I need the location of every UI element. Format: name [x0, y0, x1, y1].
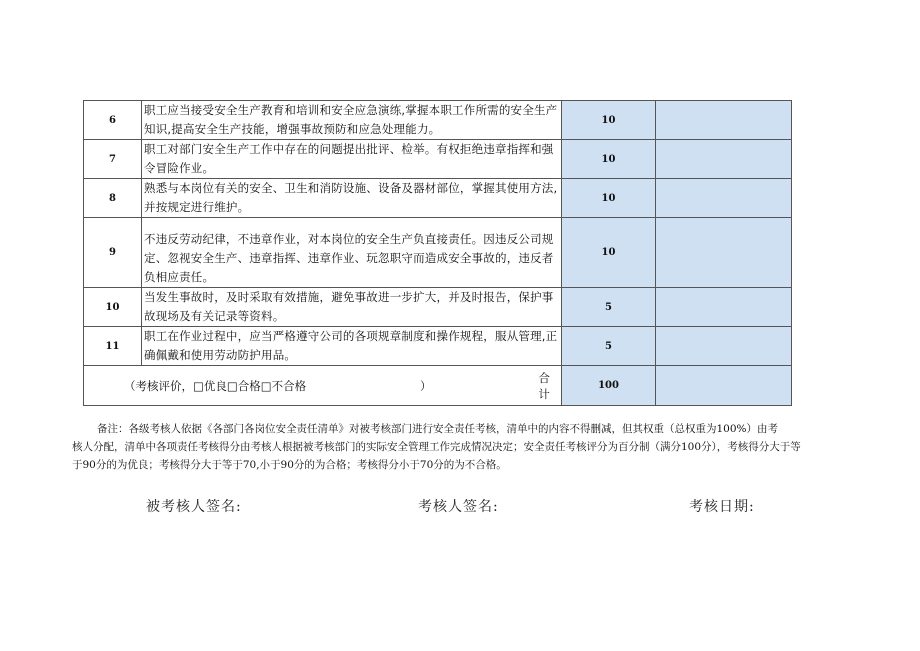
actual-score-cell[interactable]	[656, 218, 792, 288]
row-number: 9	[84, 218, 142, 288]
table-row	[84, 218, 792, 288]
row-number: 6	[84, 101, 142, 140]
actual-score-cell[interactable]	[656, 179, 792, 218]
evaluation-options[interactable]: （考核评价，□优良□合格□不合格	[124, 378, 307, 393]
actual-score-cell[interactable]	[656, 140, 792, 179]
responsibility-text: 熟悉与本岗位有关的安全、卫生和消防设施、设备及器材部位，掌握其使用方法,并按规定进行维护。	[142, 179, 562, 218]
remarks-line: 备注：各级考核人依据《各部门各岗位安全责任清单》对被考核部门进行安全责任考核，清单中的内容不得删减，但其权重（总权重为100%）由考	[97, 423, 779, 435]
row-number: 11	[84, 327, 142, 366]
evaluation-close: ）	[419, 378, 432, 393]
remarks-line: 于90分的为优良；考核得分大于等于70,小于90分的为合格；考核得分小于70分的为不合格。	[72, 459, 507, 471]
row-number: 7	[84, 140, 142, 179]
actual-score-cell[interactable]	[656, 327, 792, 366]
responsibility-table	[83, 100, 792, 406]
table-row	[84, 327, 792, 366]
examiner-signature-label: 考核人签名:	[418, 499, 499, 515]
actual-total-cell[interactable]	[656, 366, 792, 406]
remarks-line: 核人分配，清单中各项责任考核得分由考核人根据被考核部门的实际安全管理工作完成情况决定；安全责任考核评分为百分制（满分100分），考核得分大于等	[72, 441, 801, 453]
score-cell: 10	[562, 140, 656, 179]
responsibility-text: 当发生事故时，及时采取有效措施，避免事故进一步扩大，并及时报告，保护事故现场及有关记录等资料。	[142, 288, 562, 327]
responsibility-text: 职工对部门安全生产工作中存在的问题提出批评、检举。有权拒绝违章指挥和强令冒险作业。	[142, 140, 562, 179]
table-row	[84, 288, 792, 327]
table-row	[84, 101, 792, 140]
score-cell: 5	[562, 327, 656, 366]
score-cell: 5	[562, 288, 656, 327]
responsibility-text: 不违反劳动纪律，不违章作业，对本岗位的安全生产负直接责任。因违反公司规定、忽视安全生产、违章指挥、违章作业、玩忽职守而造成安全事故的，违反者负相应责任。	[142, 218, 562, 288]
row-number: 8	[84, 179, 142, 218]
actual-score-cell[interactable]	[656, 101, 792, 140]
score-cell: 10	[562, 218, 656, 288]
responsibility-text: 职工应当接受安全生产教育和培训和安全应急演练,掌握本职工作所需的安全生产知识,提高安全生产技能，增强事故预防和应急处理能力。	[142, 101, 562, 140]
row-number: 10	[84, 288, 142, 327]
evaluation-cell	[84, 366, 562, 406]
score-cell: 10	[562, 101, 656, 140]
total-score: 100	[562, 366, 656, 406]
actual-score-cell[interactable]	[656, 288, 792, 327]
summary-row	[84, 366, 792, 406]
score-cell: 10	[562, 179, 656, 218]
evaluation-date-label: 考核日期:	[689, 499, 755, 515]
total-label: 合计	[538, 370, 550, 401]
table-row	[84, 179, 792, 218]
remarks	[72, 420, 821, 474]
responsibility-text: 职工在作业过程中，应当严格遵守公司的各项规章制度和操作规程，服从管理,正确佩戴和使用劳动防护用品。	[142, 327, 562, 366]
table-row	[84, 140, 792, 179]
examinee-signature-label: 被考核人签名:	[146, 499, 242, 515]
